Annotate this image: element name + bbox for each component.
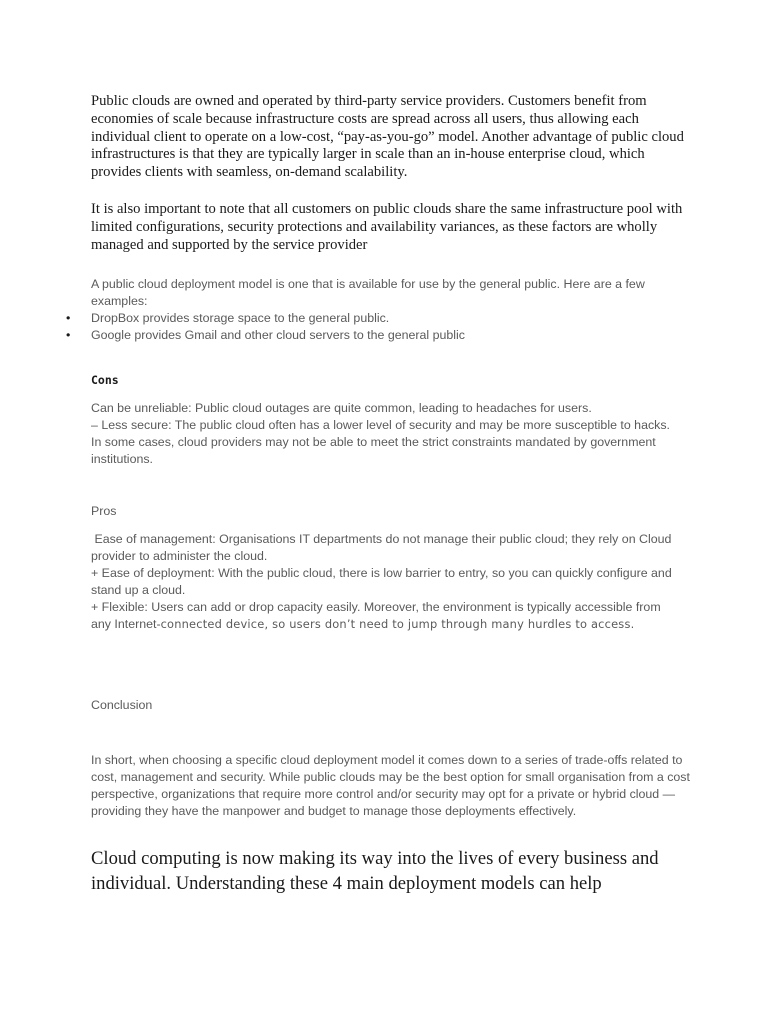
- pros-section: [91, 531, 681, 633]
- paragraph-shared-infrastructure: It is also important to note that all customers on public clouds share the same infrastructure pool with limited configurations, security protections and availability variances, as these factors are wholly managed and supported by the service provider: [91, 201, 683, 253]
- pros-item-text: + Flexible: Users can add or drop capacity easily. Moreover, the environment is typically accessible from any Internet-: [91, 600, 661, 631]
- closing-paragraph: Cloud computing is now making its way into the lives of every business and individual. Understanding these 4 main deployment models can help: [91, 848, 659, 894]
- examples-list: [62, 310, 465, 344]
- pros-item: [91, 531, 681, 565]
- pros-item-tail: connected device, so users don’t need to jump through many hurdles to access.: [160, 617, 635, 631]
- cons-item: – Less secure: The public cloud often has a lower level of security and may be more susceptible to hacks. In some cases, cloud providers may not be able to meet the strict constraints mandated by government institutions.: [91, 418, 670, 466]
- bullet-icon: •: [66, 328, 71, 342]
- example-text: Google provides Gmail and other cloud servers to the general public: [91, 328, 465, 342]
- list-item: [62, 327, 465, 344]
- paragraph-public-clouds: Public clouds are owned and operated by third-party service providers. Customers benefit from economies of scale because infrastructure costs are spread across all users, thus allowing each individual client to operate on a low-cost, “pay-as-you-go” model. Another advantage of public cloud infrastructures is that they are typically larger in scale than an in-house enterprise cloud, which provides clients with seamless, on-demand scalability.: [91, 93, 684, 181]
- example-text: DropBox provides storage space to the general public.: [91, 311, 390, 325]
- list-item: [62, 310, 465, 327]
- pros-heading: Pros: [91, 504, 117, 518]
- deployment-intro: A public cloud deployment model is one that is available for use by the general public. Here are a few examples:: [91, 277, 645, 308]
- bullet-icon: •: [66, 311, 71, 325]
- cons-item: Can be unreliable: Public cloud outages are quite common, leading to headaches for users.: [91, 401, 592, 415]
- conclusion-text: In short, when choosing a specific cloud deployment model it comes down to a series of trade-offs related to cost, management and security. While public clouds may be the best option for small organisation from a cost perspective, organizations that require more control and/or security may opt for a private or hybrid cloud — providing they have the manpower and budget to manage those deployments effectively.: [91, 753, 690, 818]
- conclusion-heading: Conclusion: [91, 698, 153, 712]
- pros-item: [91, 599, 681, 633]
- cons-section: [91, 400, 681, 468]
- pros-item: + Ease of deployment: With the public cloud, there is low barrier to entry, so you can quickly configure and stand up a cloud.: [91, 566, 672, 597]
- pros-item-text: Ease of management: Organisations IT departments do not manage their public cloud; they rely on Cloud provider to administer the cloud.: [91, 532, 675, 563]
- cons-heading: Cons: [91, 373, 119, 387]
